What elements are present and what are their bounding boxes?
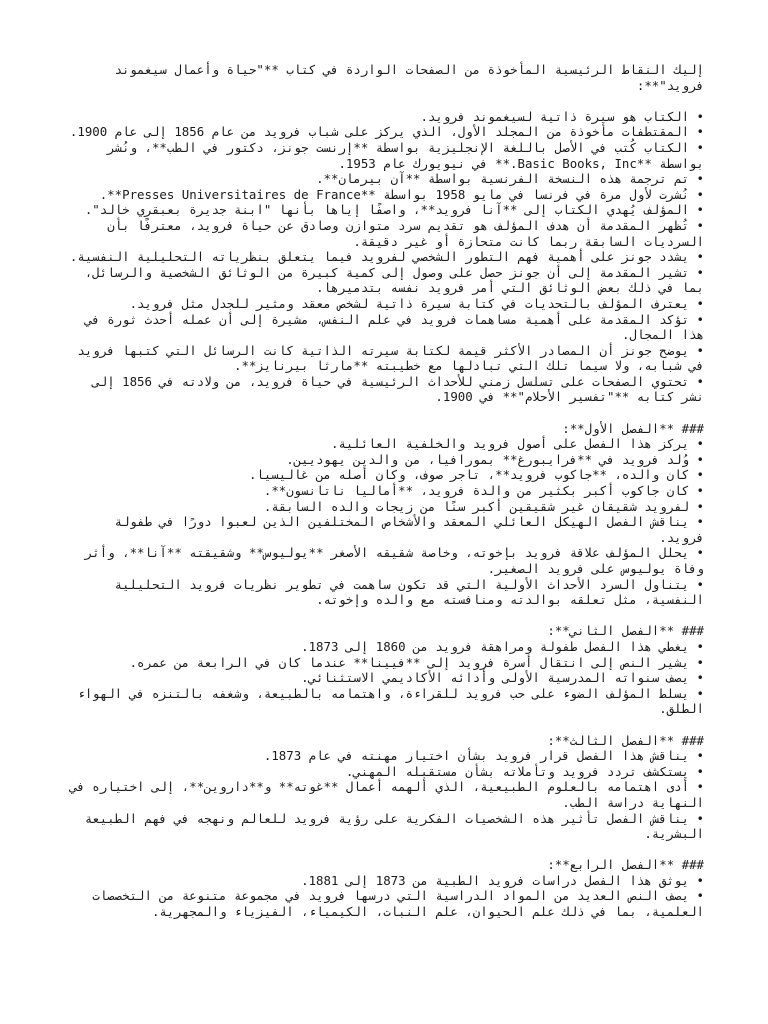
bullet-item: • نُشرت لأول مرة في فرنسا في مايو 1958 بواسطة **Presses Universitaires de France**. (99, 186, 704, 202)
bullet-item: • أدى اهتمامه بالعلوم الطبيعية، الذي ألهمه أعمال **غوته** و**داروين**، إلى اختياره في النهاية دراسة الطب. (69, 779, 704, 810)
bullet-item: • المقتطفات مأخوذة من المجلد الأول، الذي يركز على شباب فرويد من عام 1856 إلى عام 1900. (69, 124, 704, 140)
bullet-item: • يشير النص إلى انتقال أسرة فرويد إلى **فيينا** عندما كان في الرابعة من عمره. (129, 654, 704, 670)
bullet-item: • يناقش هذا الفصل قرار فرويد بشأن اختيار مهنته في عام 1873. (263, 748, 704, 764)
bullet-item: • يوثق هذا الفصل دراسات فرويد الطبية من 1873 إلى 1881. (301, 872, 704, 888)
bullet-item: • يناقش الفصل الهيكل العائلي المعقد والأشخاص المختلفين الذين لعبوا دورًا في طفولة فرويد. (114, 514, 704, 545)
blank-line (68, 608, 704, 624)
bullet-item: • يسلط المؤلف الضوء على حب فرويد للقراءة، واهتمامه بالطبيعة، وشغفه بالتنزه في الهواء الطلق. (77, 685, 704, 717)
intro-paragraph: إليك النقاط الرئيسية المأخوذة من الصفحات الواردة في كتاب **"حياة وأعمال سيغموند فرويد"**: (114, 62, 704, 93)
document-body (68, 62, 704, 920)
section-heading: ### **الفصل الثالث**: (547, 732, 704, 748)
bullet-item: • الكتاب كُتب في الأصل باللغة الإنجليزية بواسطة **إرنست جونز، دكتور في الطب**، ونُشر بواسطة **Basic Books, Inc.** في نيويورك عام 1953. (107, 139, 704, 171)
bullet-item: • لفرويد شقيقان غير شقيقين أكبر سنًا من زيجات والده السابقة. (263, 498, 704, 514)
bullet-item: • يصف سنواته المدرسية الأولى وأدائه الأكاديمي الاستثنائي. (301, 670, 704, 686)
blank-line (68, 717, 704, 733)
bullet-item: • يشدد جونز على أهمية فهم التطور الشخصي لفرويد فيما يتعلق بنظرياته التحليلية النفسية. (69, 249, 704, 265)
bullet-item: • يغطي هذا الفصل طفولة ومراهقة فرويد من 1860 إلى 1873. (301, 638, 704, 654)
section-heading: ### **الفصل الرابع**: (547, 857, 704, 873)
bullet-item: • يعترف المؤلف بالتحديات في كتابة سيرة ذاتية لشخص معقد ومثير للجدل مثل فرويد. (129, 295, 704, 311)
bullet-item: • يستكشف تردد فرويد وتأملاته بشأن مستقبله المهني. (345, 763, 704, 779)
bullet-item: • تؤكد المقدمة على أهمية مساهمات فرويد في علم النفس، مشيرة إلى أن عمله أحدث ثورة في هذا المجال. (84, 311, 704, 343)
bullet-item: • المؤلف يُهدي الكتاب إلى **آنا فرويد**، واصفًا إياها بأنها "ابنة جديرة بعبقري خالد". (84, 202, 704, 218)
bullet-item: • تم ترجمة هذه النسخة الفرنسية بواسطة **آن بيرمان**. (316, 171, 704, 187)
bullet-item: • يوضح جونز أن المصادر الأكثر قيمة لكتابة سيرته الذاتية كانت الرسائل التي كتبها فرويد في شبابه، ولا سيما تلك التي تبادلها مع خطيبته **مارثا بيرنايز**. (77, 342, 704, 374)
blank-line (68, 93, 704, 109)
bullet-item: • كان والده، **جاكوب فرويد**، تاجر صوف، وكان أصله من غاليسيا. (248, 467, 704, 483)
bullet-item: • يناقش الفصل تأثير هذه الشخصيات الفكرية على رؤية فرويد للعالم ونهجه في فهم الطبيعة البشرية. (84, 810, 704, 842)
blank-line (68, 405, 704, 421)
bullet-item: • تشير المقدمة إلى أن جونز حصل على وصول إلى كمية كبيرة من الوثائق الشخصية والرسائل، بما في ذلك بعض الوثائق التي أمر فرويد نفسه بتدميرها. (84, 264, 704, 296)
bullet-item: • يركز هذا الفصل على أصول فرويد والخلفية العائلية. (331, 436, 704, 452)
bullet-item: • كان جاكوب أكبر بكثير من والدة فرويد، **أماليا ناتانسون**. (263, 483, 704, 499)
bullet-item: • تُظهر المقدمة أن هدف المؤلف هو تقديم سرد متوازن وصادق عن حياة فرويد، معترفًا بأن السرديات السابقة ربما كانت متحازة أو غير دقيقة. (107, 217, 704, 249)
bullet-item: • تحتوي الصفحات على تسلسل زمني للأحداث الرئيسية في حياة فرويد، من ولادته في 1856 إلى نشر كتابه **"تفسير الأحلام"** في 1900. (92, 373, 704, 405)
bullet-item: • وُلد فرويد في **فرايبورغ** بمورافيا، من والدين يهوديين. (286, 451, 704, 467)
blank-line (68, 842, 704, 858)
bullet-item: • يصف النص العديد من المواد الدراسية التي درسها فرويد في مجموعة متنوعة من التخصصات العلمية، بما في ذلك علم الحيوان، علم النبات، الكيمياء، الفيزياء والمجهرية. (92, 888, 704, 920)
section-heading: ### **الفصل الأول**: (562, 420, 704, 436)
bullet-item: • يحلل المؤلف علاقة فرويد بإخوته، وخاصة شقيقه الأصغر **يوليوس** وشقيقته **آنا**، وأثر وفاة يوليوس على فرويد الصغير. (84, 545, 704, 576)
bullet-item: • الكتاب هو سيرة ذاتية لسيغموند فرويد. (420, 108, 704, 124)
section-heading: ### **الفصل الثاني**: (547, 623, 704, 639)
bullet-item: • يتناول السرد الأحداث الأولية التي قد تكون ساهمت في تطوير نظريات فرويد التحليلية النفسية، مثل تعلقه بوالدته ومنافسته مع والده وإخوته. (114, 576, 704, 608)
